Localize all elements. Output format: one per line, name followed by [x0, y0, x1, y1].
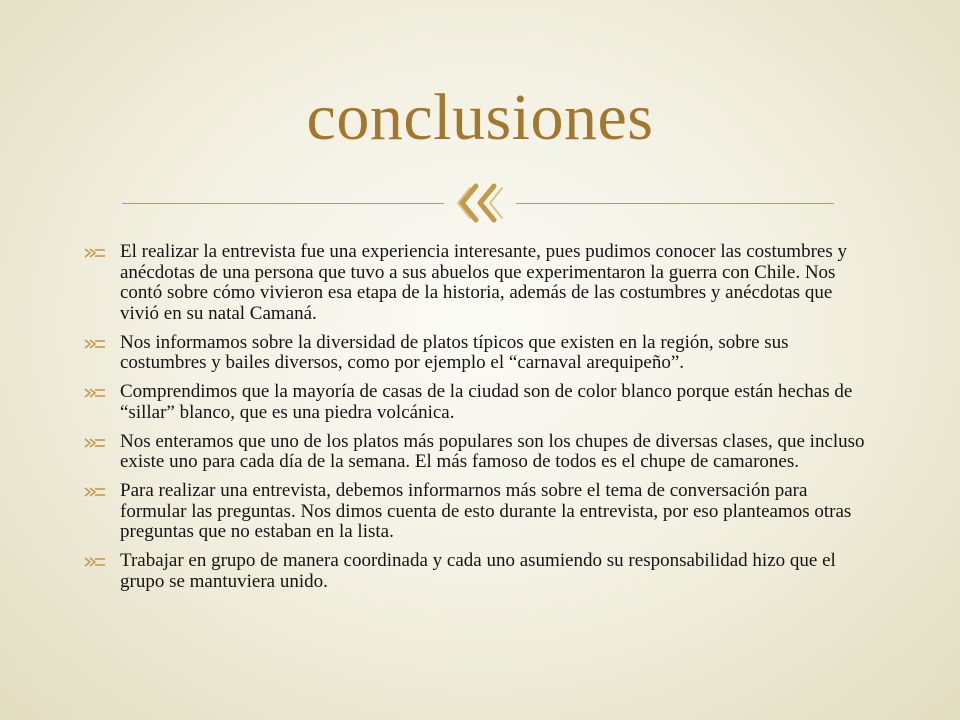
list-item	[84, 481, 874, 543]
double-arrow-icon	[84, 486, 106, 498]
list-item-text: Comprendimos que la mayoría de casas de la ciudad son de color blanco porque están hechas de “sillar” blanco, que es una piedra volcánica.	[120, 381, 853, 423]
double-arrow-icon	[84, 338, 106, 350]
list-item	[84, 432, 874, 473]
ornament-icon	[446, 180, 514, 226]
double-arrow-icon	[84, 247, 106, 259]
list-item-text: Para realizar una entrevista, debemos informarnos más sobre el tema de conversación para formular las preguntas. Nos dimos cuenta de esto durante la entrevista, por eso planteamos otras preguntas que no estaban en la lista.	[120, 480, 852, 542]
list-item	[84, 242, 874, 324]
double-arrow-icon	[84, 556, 106, 568]
double-arrow-icon	[84, 437, 106, 449]
slide-title: conclusiones	[306, 81, 654, 154]
divider-line-left	[122, 203, 444, 204]
list-item-text: Nos informamos sobre la diversidad de platos típicos que existen en la región, sobre sus costumbres y bailes diversos, como por ejemplo el “carnaval arequipeño”.	[120, 331, 789, 373]
double-arrow-icon	[84, 387, 106, 399]
list-item-text: Trabajar en grupo de manera coordinada y cada uno asumiendo su responsabilidad hizo que el grupo se mantuviera unido.	[120, 550, 836, 592]
bullet-list	[84, 242, 874, 601]
list-item-text: Nos enteramos que uno de los platos más populares son los chupes de diversas clases, que incluso existe uno para cada día de la semana. El más famoso de todos es el chupe de camarones.	[120, 430, 865, 472]
divider-line-right	[516, 203, 834, 204]
list-item-text: El realizar la entrevista fue una experiencia interesante, pues pudimos conocer las costumbres y anécdotas de una persona que tuvo a sus abuelos que experimentaron la guerra con Chile. Nos contó sobre cómo vivieron esa etapa de la historia, además de las costumbres y anécdotas que vivió en su natal Camaná.	[120, 241, 847, 324]
list-item	[84, 333, 874, 374]
list-item	[84, 551, 874, 592]
list-item	[84, 382, 874, 423]
